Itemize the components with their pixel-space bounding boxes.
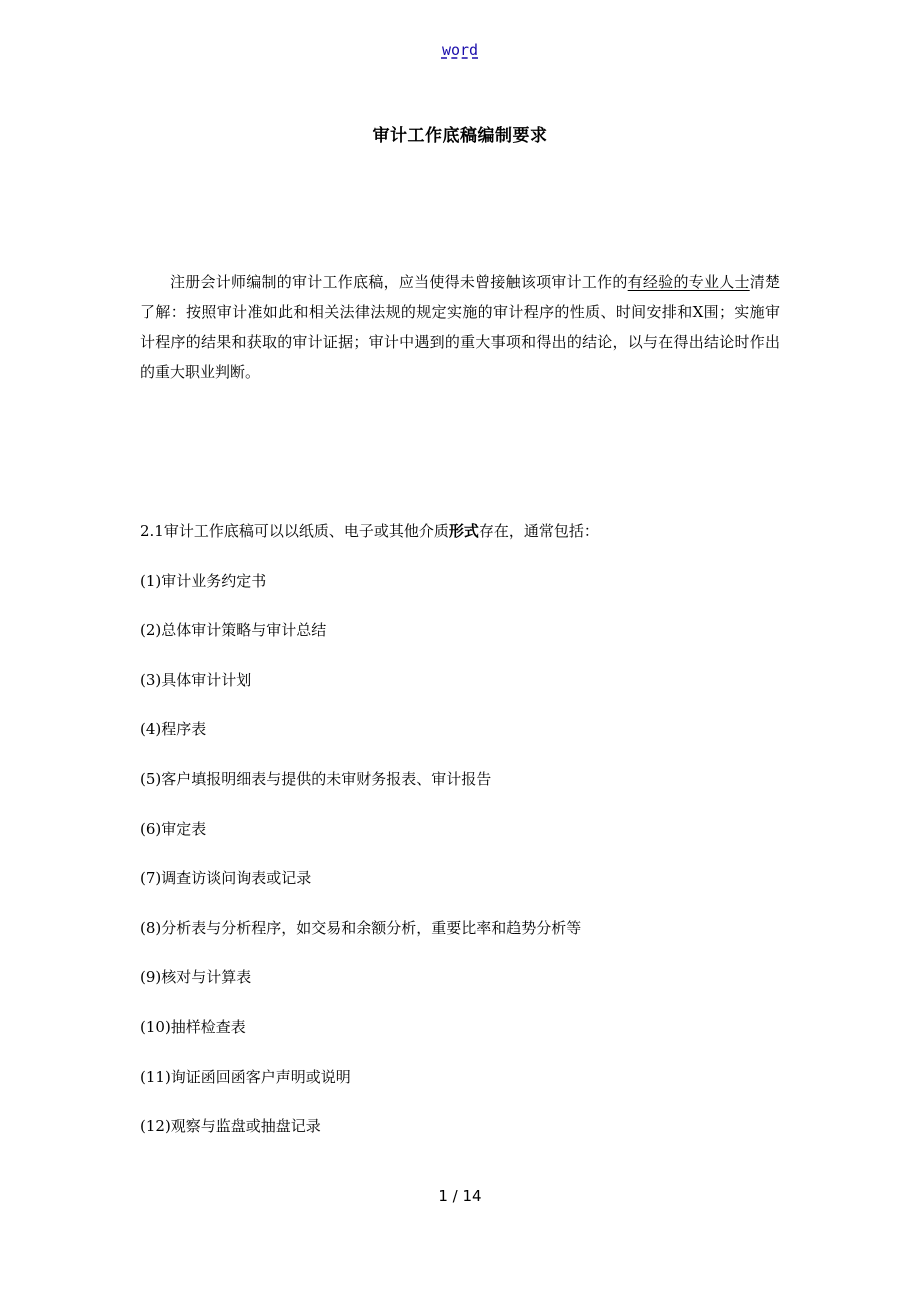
list-item: (4)程序表	[140, 720, 207, 739]
section-heading	[140, 520, 780, 570]
list-item: (6)审定表	[140, 819, 207, 838]
section-2-1	[140, 520, 780, 1165]
list-item: (10)抽样检查表	[140, 1017, 246, 1036]
intro-paragraph	[140, 267, 780, 387]
section-heading-before: 2.1审计工作底稿可以以纸质、电子或其他介质	[140, 522, 449, 540]
page-indicator: 1 / 14	[438, 1187, 482, 1205]
list-item: (11)询证函回函客户声明或说明	[140, 1067, 351, 1086]
list-item: (7)调查访谈问询表或记录	[140, 869, 312, 888]
list-item: (5)客户填报明细表与提供的未审财务报表、审计报告	[140, 769, 492, 788]
intro-underlined-text: 有经验的专业人士	[627, 273, 750, 291]
section-heading-bold: 形式	[448, 522, 479, 540]
list-item: (9)核对与计算表	[140, 968, 252, 987]
list-item: (8)分析表与分析程序，如交易和余额分析，重要比率和趋势分析等	[140, 918, 582, 937]
header	[0, 41, 920, 59]
intro-text-part1: 注册会计师编制的审计工作底稿，应当使得未曾接触该项审计工作的	[170, 273, 628, 291]
list-item: (3)具体审计计划	[140, 670, 252, 689]
intro-text-part2: 清楚了解：按照审计准如此和相关法律法规的规定实施的审计程序的性质、时间安排和X围；实施审计程序的结果和获取的审计证据；审计中遇到的重大事项和得出的结论，以与在得出结论时作出的重大职业判断。	[140, 273, 780, 381]
section-heading-after: 存在，通常包括：	[478, 522, 599, 540]
list-item: (12)观察与监盘或抽盘记录	[140, 1117, 321, 1136]
document-title: 审计工作底稿编制要求	[372, 126, 548, 146]
list-item: (1)审计业务约定书	[140, 571, 267, 590]
list-item: (2)总体审计策略与审计总结	[140, 621, 327, 640]
header-word-link[interactable]: word	[441, 41, 479, 59]
